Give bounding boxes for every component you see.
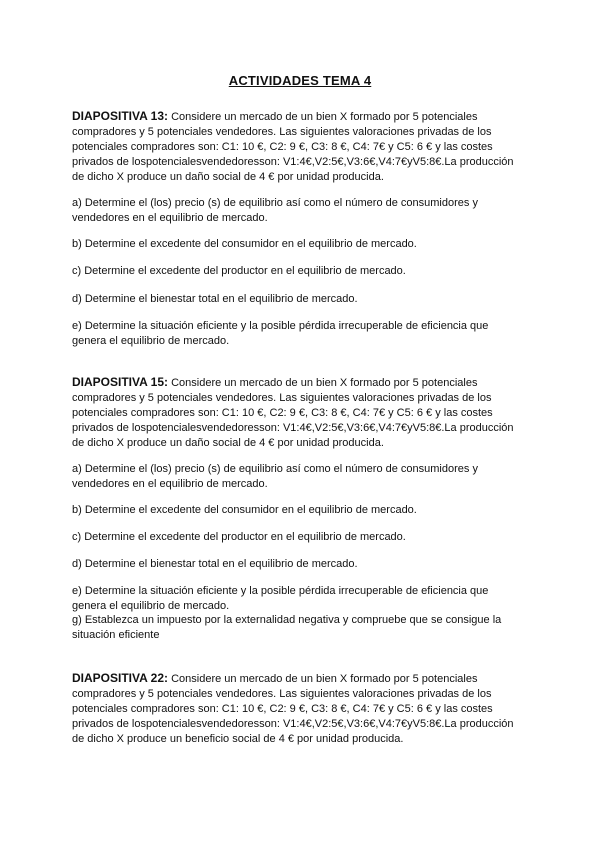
- section-13-question-a: a) Determine el (los) precio (s) de equilibrio así como el número de consumidores y vendedores en el equilibrio de mercado.: [72, 197, 478, 224]
- section-15-question-d: d) Determine el bienestar total en el equilibrio de mercado.: [72, 558, 358, 570]
- section-15-question-g: g) Establezca un impuesto por la externalidad negativa y compruebe que se consigue la situación eficiente: [72, 614, 502, 641]
- section-13-heading: DIAPOSITIVA 13:: [72, 109, 169, 123]
- section-15-heading: DIAPOSITIVA 15:: [72, 375, 169, 389]
- section-15-question-a: a) Determine el (los) precio (s) de equilibrio así como el número de consumidores y vendedores en el equilibrio de mercado.: [72, 463, 478, 490]
- section-13-question-b: b) Determine el excedente del consumidor en el equilibrio de mercado.: [72, 238, 417, 250]
- page-title: ACTIVIDADES TEMA 4: [228, 73, 372, 88]
- section-22-text: Considere un mercado de un bien X formado por 5 potenciales compradores y 5 potenciales vendedores. Las siguientes valoraciones privadas de los potenciales compradores son: C1: 10 €, C2: 9 €, C3: 8 €, C4: 7€ y C5: 6 € y las costes privados de lospotencialesvendedoresson: V1:4€,V2:5€,V3:6€,V4:7€yV5:8€.La producción de dicho X produce un beneficio social de 4 € por unidad producida.: [72, 673, 514, 745]
- section-13-intro: [72, 109, 524, 185]
- section-15-question-c: c) Determine el excedente del productor en el equilibrio de mercado.: [72, 531, 406, 543]
- section-15-intro: [72, 375, 524, 451]
- section-22-heading: DIAPOSITIVA 22:: [72, 671, 169, 685]
- section-13-question-c: c) Determine el excedente del productor en el equilibrio de mercado.: [72, 265, 406, 277]
- section-15-question-e: e) Determine la situación eficiente y la posible pérdida irrecuperable de eficiencia que genera el equilibrio de mercado.: [72, 585, 489, 612]
- section-13-text: Considere un mercado de un bien X formado por 5 potenciales compradores y 5 potenciales vendedores. Las siguientes valoraciones privadas de los potenciales compradores son: C1: 10 €, C2: 9 €, C3: 8 €, C4: 7€ y C5: 6 € y las costes privados de lospotencialesvendedoresson: V1:4€,V2:5€,V3:6€,V4:7€yV5:8€.La producción de dicho X produce un daño social de 4 € por unidad producida.: [72, 111, 514, 183]
- section-13-question-e: e) Determine la situación eficiente y la posible pérdida irrecuperable de eficiencia que genera el equilibrio de mercado.: [72, 320, 489, 347]
- section-13-question-d: d) Determine el bienestar total en el equilibrio de mercado.: [72, 293, 358, 305]
- section-15-text: Considere un mercado de un bien X formado por 5 potenciales compradores y 5 potenciales vendedores. Las siguientes valoraciones privadas de los potenciales compradores son: C1: 10 €, C2: 9 €, C3: 8 €, C4: 7€ y C5: 6 € y las costes privados de lospotencialesvendedoresson: V1:4€,V2:5€,V3:6€,V4:7€yV5:8€.La producción de dicho X produce un daño social de 4 € por unidad producida.: [72, 377, 514, 449]
- section-15-question-b: b) Determine el excedente del consumidor en el equilibrio de mercado.: [72, 504, 417, 516]
- section-22-intro: [72, 671, 524, 747]
